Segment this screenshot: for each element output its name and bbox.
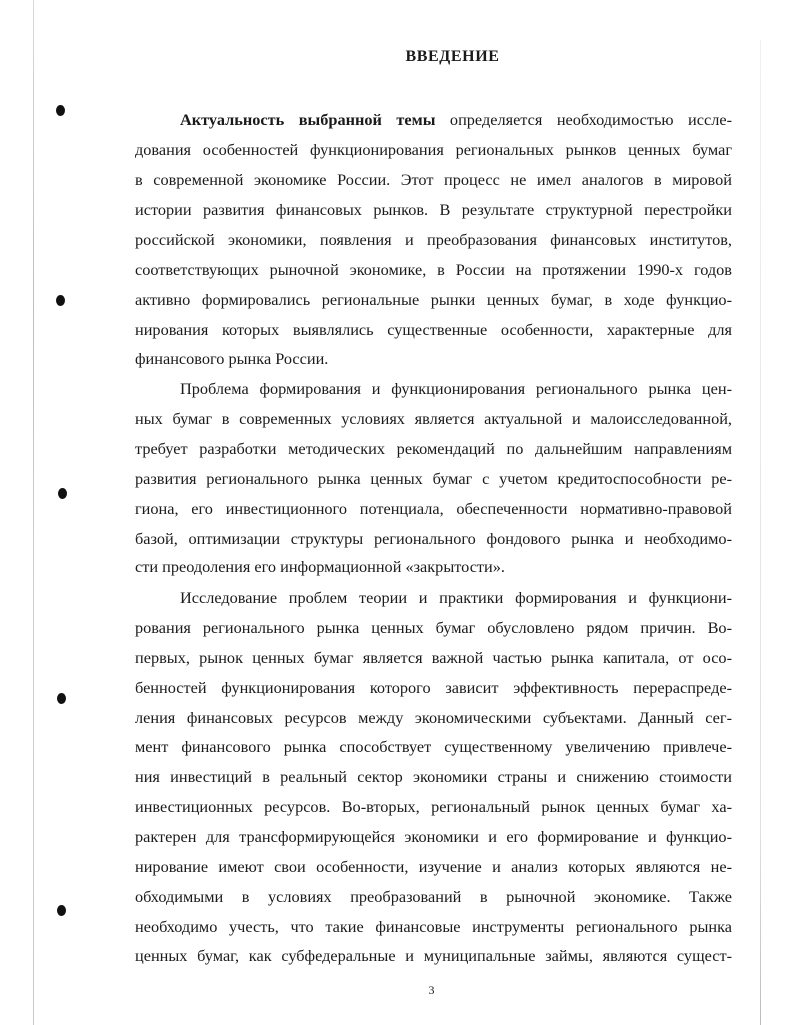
- text-line: ценных бумаг, как субфедеральные и муниципальные займы, являются сущест-: [135, 946, 732, 965]
- text-line: активно формировались региональные рынки ценных бумаг, в ходе функцио-: [135, 290, 732, 309]
- text-line: ления финансовых ресурсов между экономическими субъектами. Данный сег-: [135, 708, 732, 727]
- page-number: 3: [428, 983, 435, 997]
- text-line: рования регионального рынка ценных бумаг обусловлено рядом причин. Во-: [135, 618, 732, 637]
- bold-lead: Актуальность выбранной темы: [180, 110, 436, 129]
- text-line: российской экономики, появления и преобразования финансовых институтов,: [135, 230, 732, 249]
- punch-hole-2: [56, 295, 65, 306]
- text-line: мент финансового рынка способствует существенному увеличению привлече-: [135, 737, 732, 756]
- text-line: ния инвестиций в реальный сектор экономики страны и снижению стоимости: [135, 767, 732, 786]
- line-text: определяется необходимостью иссле-: [435, 110, 732, 129]
- punch-hole-1: [56, 105, 65, 116]
- text-line: Исследование проблем теории и практики формирования и функциони-: [180, 588, 732, 607]
- text-line: ных бумаг в современных условиях является актуальной и малоисследованной,: [135, 409, 732, 428]
- punch-hole-4: [57, 693, 66, 704]
- text-line: обходимыми в условиях преобразований в рыночной экономике. Также: [135, 887, 732, 906]
- text-line: Проблема формирования и функционирования регионального рынка цен-: [180, 379, 732, 398]
- text-line: гиона, его инвестиционного потенциала, обеспеченности нормативно-правовой: [135, 499, 732, 518]
- punch-hole-5: [57, 905, 66, 916]
- text-line: в современной экономике России. Этот процесс не имел аналогов в мировой: [135, 170, 732, 189]
- text-line: нирования которых выявлялись существенные особенности, характерные для: [135, 320, 732, 339]
- scan-edge-line-left: [33, 0, 34, 1025]
- text-line: истории развития финансовых рынков. В результате структурной перестройки: [135, 200, 732, 219]
- page-title-wrap: [0, 48, 793, 66]
- text-line: базой, оптимизации структуры регионального фондового рынка и необходимо-: [135, 529, 732, 548]
- text-line: развития регионального рынка ценных бумаг с учетом кредитоспособности ре-: [135, 469, 732, 488]
- text-line: бенностей функционирования которого зависит эффективность перераспреде-: [135, 678, 732, 697]
- text-line: соответствующих рыночной экономике, в России на протяжении 1990-х годов: [135, 260, 732, 279]
- text-line: сти преодоления его информационной «закрытости».: [135, 557, 505, 576]
- scan-edge-line-right: [760, 40, 761, 1025]
- text-line: рактерен для трансформирующейся экономики и его формирование и функцио-: [135, 827, 732, 846]
- text-line: дования особенностей функционирования региональных рынков ценных бумаг: [135, 140, 732, 159]
- text-line: требует разработки методических рекомендаций по дальнейшим направлениям: [135, 439, 732, 458]
- page-title: ВВЕДЕНИЕ: [405, 48, 500, 65]
- text-line: [180, 110, 732, 132]
- text-line: нирование имеют свои особенности, изучение и анализ которых являются не-: [135, 857, 732, 876]
- text-line: финансового рынка России.: [135, 349, 329, 368]
- text-line: инвестиционных ресурсов. Во-вторых, региональный рынок ценных бумаг ха-: [135, 797, 732, 816]
- text-line: первых, рынок ценных бумаг является важной частью рынка капитала, от осо-: [135, 648, 732, 667]
- text-line: необходимо учесть, что такие финансовые инструменты регионального рынка: [135, 917, 732, 936]
- punch-hole-3: [58, 488, 67, 499]
